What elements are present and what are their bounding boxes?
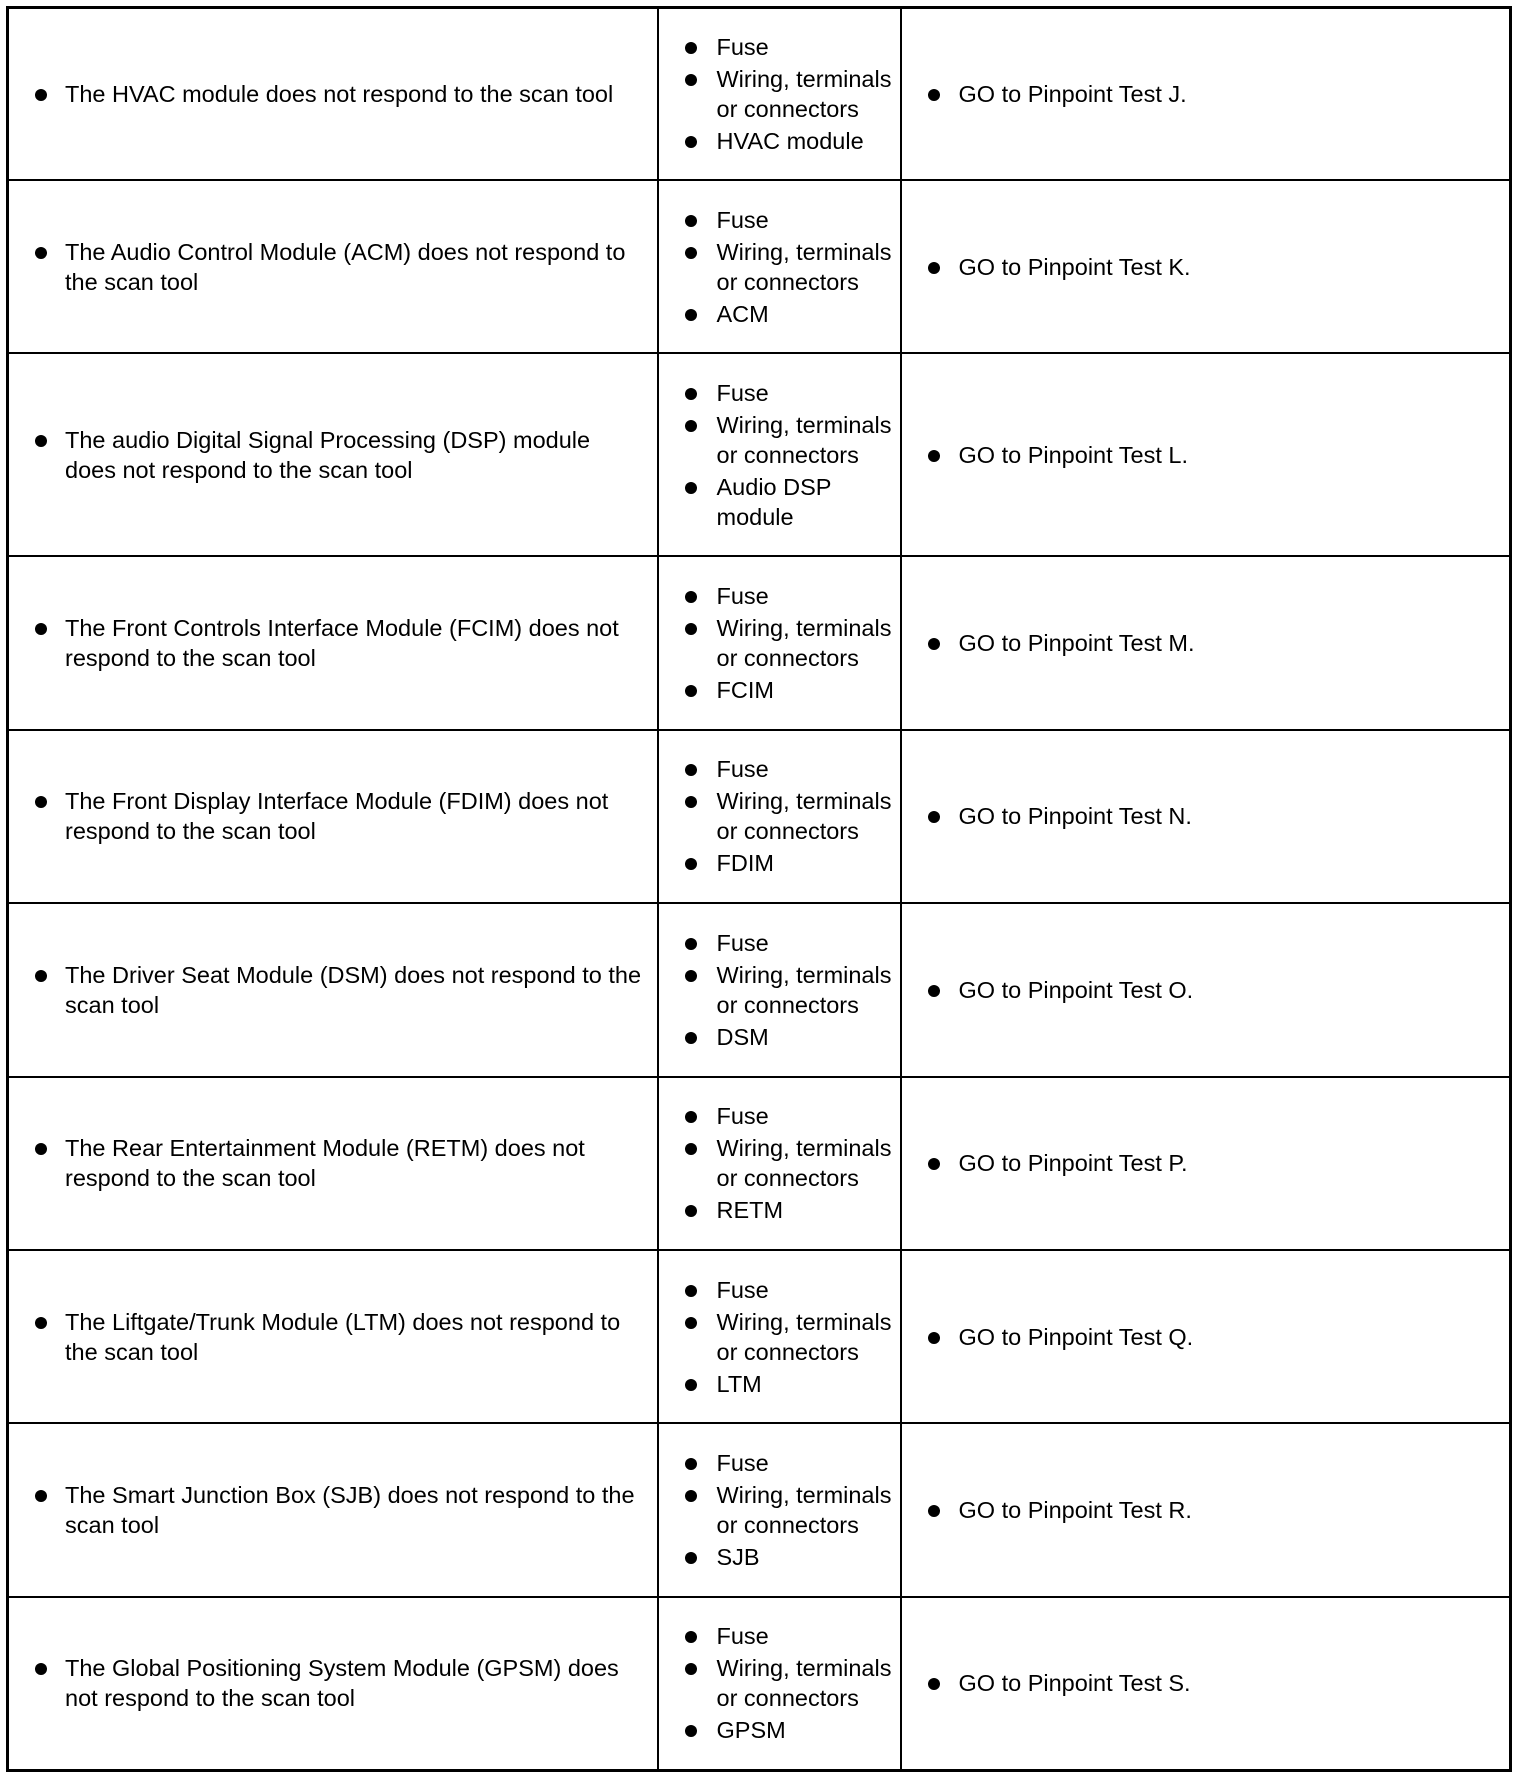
action-cell — [901, 1250, 1511, 1423]
condition-item — [9, 786, 657, 846]
bullet-icon — [685, 1111, 697, 1123]
condition-item — [9, 960, 657, 1020]
condition-cell — [8, 730, 658, 903]
bullet-icon — [685, 1285, 697, 1297]
bullet-icon — [685, 796, 697, 808]
bullet-icon — [685, 1458, 697, 1470]
action-cell — [901, 1077, 1511, 1250]
possible-source-text: Fuse — [716, 929, 769, 956]
list-item — [659, 1101, 900, 1131]
possible-source-text: Wiring, terminals or connectors — [716, 1135, 892, 1192]
list-item — [659, 1195, 900, 1225]
condition-cell — [8, 903, 658, 1076]
action-item — [902, 440, 1510, 470]
bullet-icon — [928, 1678, 940, 1690]
condition-item — [9, 1133, 657, 1193]
possible-source-cell — [658, 1597, 901, 1771]
condition-item — [9, 425, 657, 485]
list-item — [659, 754, 900, 784]
condition-cell — [8, 1077, 658, 1250]
possible-source-list — [659, 575, 900, 711]
possible-source-text: Fuse — [716, 582, 769, 609]
bullet-icon — [35, 435, 47, 447]
list-item — [659, 472, 900, 532]
bullet-icon — [928, 262, 940, 274]
list-item — [659, 1621, 900, 1651]
possible-source-text: Fuse — [716, 1623, 769, 1650]
bullet-icon — [685, 1725, 697, 1737]
possible-source-text: Fuse — [716, 1450, 769, 1477]
bullet-icon — [928, 1332, 940, 1344]
list-item — [659, 1542, 900, 1572]
diagnostic-table — [6, 6, 1512, 1772]
list-item — [659, 1715, 900, 1745]
action-text: GO to Pinpoint Test P. — [958, 1150, 1188, 1177]
list-item — [659, 64, 900, 124]
list-item — [659, 299, 900, 329]
table-row — [8, 1423, 1511, 1596]
action-cell — [901, 903, 1511, 1076]
bullet-icon — [35, 796, 47, 808]
possible-source-text: Fuse — [716, 33, 769, 60]
list-item — [659, 410, 900, 470]
possible-source-cell — [658, 556, 901, 729]
table-row — [8, 180, 1511, 353]
condition-text: The Front Display Interface Module (FDIM) does not respond to the scan tool — [65, 788, 609, 845]
possible-source-text: FCIM — [716, 676, 774, 703]
condition-text: The Driver Seat Module (DSM) does not respond to the scan tool — [65, 961, 642, 1018]
condition-text: The Rear Entertainment Module (RETM) does not respond to the scan tool — [65, 1135, 585, 1192]
bullet-icon — [685, 623, 697, 635]
action-item — [902, 1322, 1510, 1352]
bullet-icon — [685, 685, 697, 697]
possible-source-list — [659, 26, 900, 162]
list-item — [659, 1653, 900, 1713]
bullet-icon — [685, 764, 697, 776]
bullet-icon — [685, 309, 697, 321]
possible-source-text: Wiring, terminals or connectors — [716, 1482, 892, 1539]
table-row — [8, 1597, 1511, 1771]
condition-text: The Global Positioning System Module (GPSM) does not respond to the scan tool — [65, 1655, 619, 1712]
table-row — [8, 556, 1511, 729]
bullet-icon — [928, 638, 940, 650]
bullet-icon — [685, 1552, 697, 1564]
bullet-icon — [685, 858, 697, 870]
list-item — [659, 205, 900, 235]
possible-source-text: Fuse — [716, 1103, 769, 1130]
bullet-icon — [685, 1032, 697, 1044]
bullet-icon — [685, 482, 697, 494]
possible-source-text: Wiring, terminals or connectors — [716, 1655, 892, 1712]
possible-source-text: GPSM — [716, 1717, 786, 1744]
possible-source-text: DSM — [716, 1023, 769, 1050]
list-item — [659, 126, 900, 156]
table-row — [8, 1077, 1511, 1250]
table-row — [8, 8, 1511, 180]
bullet-icon — [35, 247, 47, 259]
bullet-icon — [928, 1505, 940, 1517]
condition-item — [9, 237, 657, 297]
bullet-icon — [35, 1317, 47, 1329]
condition-item — [9, 1307, 657, 1367]
bullet-icon — [35, 1143, 47, 1155]
condition-text: The Liftgate/Trunk Module (LTM) does not respond to the scan tool — [65, 1308, 621, 1365]
bullet-icon — [35, 1663, 47, 1675]
condition-text: The audio Digital Signal Processing (DSP) module does not respond to the scan tool — [65, 426, 591, 483]
bullet-icon — [685, 74, 697, 86]
possible-source-text: Wiring, terminals or connectors — [716, 1308, 892, 1365]
action-cell — [901, 353, 1511, 556]
list-item — [659, 378, 900, 408]
list-item — [659, 675, 900, 705]
possible-source-text: Fuse — [716, 379, 769, 406]
possible-source-cell — [658, 1250, 901, 1423]
action-text: GO to Pinpoint Test N. — [958, 803, 1192, 830]
list-item — [659, 1133, 900, 1193]
bullet-icon — [928, 450, 940, 462]
possible-source-cell — [658, 903, 901, 1076]
bullet-icon — [685, 1631, 697, 1643]
bullet-icon — [685, 1663, 697, 1675]
list-item — [659, 960, 900, 1020]
bullet-icon — [685, 42, 697, 54]
condition-text: The HVAC module does not respond to the scan tool — [65, 80, 614, 107]
diagnostic-table-body — [8, 8, 1511, 1771]
list-item — [659, 1022, 900, 1052]
list-item — [659, 848, 900, 878]
condition-cell — [8, 353, 658, 556]
possible-source-text: HVAC module — [716, 127, 864, 154]
action-cell — [901, 8, 1511, 180]
list-item — [659, 1369, 900, 1399]
possible-source-text: RETM — [716, 1197, 784, 1224]
action-text: GO to Pinpoint Test J. — [958, 80, 1187, 107]
possible-source-text: Wiring, terminals or connectors — [716, 411, 892, 468]
possible-source-list — [659, 748, 900, 884]
possible-source-text: Wiring, terminals or connectors — [716, 65, 892, 122]
action-item — [902, 1495, 1510, 1525]
bullet-icon — [35, 1490, 47, 1502]
possible-source-list — [659, 372, 900, 538]
bullet-icon — [685, 591, 697, 603]
condition-cell — [8, 1250, 658, 1423]
condition-item — [9, 1480, 657, 1540]
possible-source-list — [659, 922, 900, 1058]
list-item — [659, 786, 900, 846]
action-item — [902, 1668, 1510, 1698]
action-text: GO to Pinpoint Test M. — [958, 629, 1195, 656]
possible-source-text: Wiring, terminals or connectors — [716, 238, 892, 295]
action-cell — [901, 730, 1511, 903]
condition-cell — [8, 180, 658, 353]
table-row — [8, 730, 1511, 903]
condition-item — [9, 613, 657, 673]
bullet-icon — [685, 938, 697, 950]
possible-source-text: Fuse — [716, 1276, 769, 1303]
bullet-icon — [685, 247, 697, 259]
possible-source-text: Wiring, terminals or connectors — [716, 788, 892, 845]
list-item — [659, 32, 900, 62]
condition-cell — [8, 1423, 658, 1596]
possible-source-cell — [658, 8, 901, 180]
possible-source-list — [659, 1269, 900, 1405]
action-text: GO to Pinpoint Test S. — [958, 1670, 1191, 1697]
action-cell — [901, 556, 1511, 729]
possible-source-list — [659, 1095, 900, 1231]
action-text: GO to Pinpoint Test Q. — [958, 1323, 1194, 1350]
bullet-icon — [685, 1379, 697, 1391]
bullet-icon — [685, 970, 697, 982]
possible-source-text: Audio DSP module — [716, 473, 832, 530]
table-row — [8, 1250, 1511, 1423]
list-item — [659, 1275, 900, 1305]
possible-source-list — [659, 1615, 900, 1751]
bullet-icon — [35, 970, 47, 982]
action-cell — [901, 1423, 1511, 1596]
bullet-icon — [35, 89, 47, 101]
possible-source-text: Wiring, terminals or connectors — [716, 614, 892, 671]
condition-text: The Audio Control Module (ACM) does not respond to the scan tool — [65, 238, 626, 295]
condition-item — [9, 1653, 657, 1713]
list-item — [659, 928, 900, 958]
list-item — [659, 237, 900, 297]
bullet-icon — [928, 1158, 940, 1170]
bullet-icon — [928, 985, 940, 997]
bullet-icon — [35, 623, 47, 635]
condition-cell — [8, 1597, 658, 1771]
bullet-icon — [685, 215, 697, 227]
possible-source-list — [659, 1442, 900, 1578]
condition-cell — [8, 8, 658, 180]
action-text: GO to Pinpoint Test L. — [958, 441, 1188, 468]
possible-source-cell — [658, 1423, 901, 1596]
table-row — [8, 903, 1511, 1076]
possible-source-text: SJB — [716, 1544, 760, 1571]
bullet-icon — [685, 388, 697, 400]
list-item — [659, 1448, 900, 1478]
action-text: GO to Pinpoint Test O. — [958, 976, 1194, 1003]
list-item — [659, 581, 900, 611]
list-item — [659, 1307, 900, 1367]
possible-source-cell — [658, 730, 901, 903]
possible-source-list — [659, 199, 900, 335]
possible-source-cell — [658, 353, 901, 556]
condition-text: The Smart Junction Box (SJB) does not respond to the scan tool — [65, 1482, 635, 1539]
action-cell — [901, 180, 1511, 353]
action-cell — [901, 1597, 1511, 1771]
table-row — [8, 353, 1511, 556]
condition-cell — [8, 556, 658, 729]
bullet-icon — [685, 136, 697, 148]
bullet-icon — [928, 811, 940, 823]
bullet-icon — [685, 1490, 697, 1502]
possible-source-text: FDIM — [716, 850, 774, 877]
possible-source-text: ACM — [716, 300, 769, 327]
list-item — [659, 613, 900, 673]
condition-item — [9, 79, 657, 109]
bullet-icon — [685, 1205, 697, 1217]
possible-source-text: LTM — [716, 1370, 762, 1397]
bullet-icon — [685, 1317, 697, 1329]
possible-source-cell — [658, 1077, 901, 1250]
possible-source-cell — [658, 180, 901, 353]
possible-source-text: Fuse — [716, 206, 769, 233]
action-text: GO to Pinpoint Test K. — [958, 253, 1191, 280]
possible-source-text: Fuse — [716, 756, 769, 783]
condition-text: The Front Controls Interface Module (FCIM) does not respond to the scan tool — [65, 614, 619, 671]
action-item — [902, 1148, 1510, 1178]
bullet-icon — [685, 420, 697, 432]
action-item — [902, 252, 1510, 282]
action-item — [902, 79, 1510, 109]
bullet-icon — [928, 89, 940, 101]
possible-source-text: Wiring, terminals or connectors — [716, 961, 892, 1018]
list-item — [659, 1480, 900, 1540]
action-text: GO to Pinpoint Test R. — [958, 1497, 1192, 1524]
bullet-icon — [685, 1143, 697, 1155]
action-item — [902, 628, 1510, 658]
action-item — [902, 801, 1510, 831]
action-item — [902, 975, 1510, 1005]
